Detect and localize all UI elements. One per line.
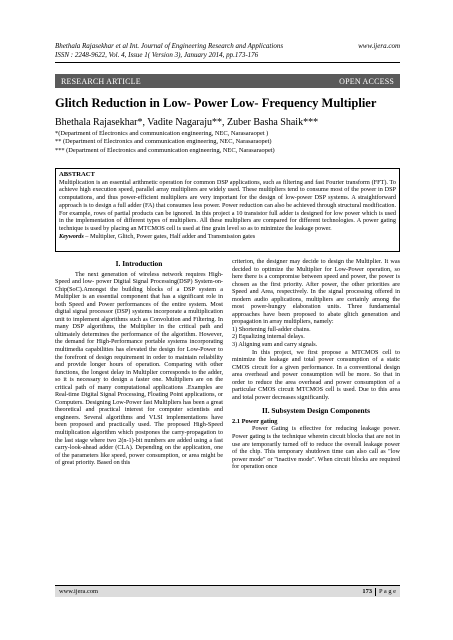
keywords-text: – Multiplier, Glitch, Power gates, Half adder and Transmission gates	[83, 232, 256, 240]
intro-continuation-paragraph: criterion, the designer may decide to design the Multiplier. It was decided to optimize the Multiplier for Low-Power operation, so here there is a compromise between speed and power, the power is chosen as the first priority. After power, the other priorities are Speed and Area, respectively. In the signal processing offered in modern audio applications, multipliers are certainly among the most power-hungry elaboration units. Three fundamental approaches have been proposed to abate glitch generation and propagation in array multipliers, namely:	[232, 258, 400, 326]
affiliations	[55, 130, 400, 155]
page-label: P a g e	[379, 588, 396, 595]
abstract-box	[55, 168, 400, 252]
right-column	[232, 258, 400, 580]
footer-website[interactable]: www.ijera.com	[59, 588, 98, 595]
abstract-heading: ABSTRACT	[59, 171, 95, 178]
section-heading-introduction: I. Introduction	[115, 259, 163, 268]
header-website[interactable]: www.ijera.com	[358, 42, 400, 50]
header-divider	[55, 62, 400, 63]
left-column	[55, 258, 223, 580]
affiliation-2: ** (Department of Electronics and communication engineering, NEC, Narasaraopet)	[55, 138, 272, 146]
open-access-label: OPEN ACCESS	[339, 76, 394, 86]
paper-title: Glitch Reduction in Low- Power Low- Frequency Multiplier	[55, 96, 377, 110]
section-heading-subsystem: II. Subsystem Design Components	[261, 406, 370, 416]
page-footer	[55, 586, 400, 597]
list-item: 1) Shortening full-adder chains.	[232, 325, 311, 333]
header-issn: ISSN : 2248-9622, Vol. 4, Issue 1( Version 3), January 2014, pp.173-176	[55, 51, 259, 59]
footer-page-number	[362, 588, 396, 596]
keywords-label: Keywords	[59, 232, 84, 240]
abstract-text: Multiplication is an essential arithmetic operation for common DSP applications, such as filtering and fast Fourier transform (FFT). To achieve high execution speed, parallel array multipliers are widely used. These multipliers tend to consume most of the power in DSP computations, and thus power-efficient multipliers are very important for the design of low-power DSP systems. A straightforward approach is to design a full adder (FA) that consumes less power. Power reduction can also be achieved through structural modification. For example, rows of partial products can be ignored. In this project a 10 transistor full adder is designed for low power which is used in the implementation of different types of multipliers. All these multipliers are compared for different technologies. A power gating technique is used by placing an MTCMOS cell is used at fine grain level so as to minimize the leakage power.	[59, 178, 396, 232]
list-item: 2) Equalizing internal delays.	[232, 333, 305, 341]
page-number: 173	[362, 588, 373, 595]
affiliation-3: *** (Department of Electronics and communication engineering, NEC, Narasaraopet)	[55, 146, 275, 154]
running-header	[55, 42, 400, 51]
mtcmos-paragraph: In this project, we first propose a MTCMOS cell to minimize the leakage and total power consumption of a static CMOS circuit for a given performance. In a conventional design area overhead and power consumption will be more. So that in order to reduce the area overhead and power consumption of a particular CMOS circuit MTCMOS cell is used. Due to this area and total power decreases significantly.	[232, 348, 400, 401]
list-item: 3) Aligning sum and carry signals.	[232, 341, 318, 349]
page-separator	[375, 588, 376, 596]
subsection-heading-power-gating: 2.1 Power gating	[232, 417, 278, 425]
header-citation: Bhethala Rajasekhar et al Int. Journal of Engineering Research and Applications	[55, 42, 284, 50]
introduction-paragraph: The next generation of wireless network requires High-Speed and low- power Digital Signal Processing(DSP) System-on-Chip(SoC).Amongst the building blocks of a DSP system a Multiplier is an essential component that has a significant role in both Speed and Power performances of the entire system. Most digital signal processor (DSP) systems incorporate a multiplication unit to implement algorithms such as Convolution and Filtering. In many DSP algorithms, the Multiplier in the critical path and ultimately determines the performance of the algorithm. However, the demand for High-Performance portable systems incorporating multimedia capabilities has elevated the design for Low-Power to the forefront of design requirement in order to maintain reliability and provide longer hours of operation. Comparing with other functions, the longest delay in Multiplier corresponds to the adder, so it is necessary to design a faster one. Multipliers are on the critical path of many computational applications .Examples are Real-time Digital Signal Processing, Floating Point applications, or Computers. Designing Low-Power fast Multipliers has been a great theoretical and practical interest for computer scientists and engineers. Several algorithms and VLSI implementations have been proposed and practically used. The proposed High-Speed multiplication algorithm which postpones the carry-propagation to the last stage where two 2(n-1)-bit numbers are added using a fast carry-look-ahead adder (CLA). Depending on the application, one of the parameters like speed, power consumption, or area might be of great priority. Based on this	[55, 270, 223, 467]
article-type-banner	[55, 74, 400, 88]
paper-authors: Bhethala Rajasekhar*, Vadite Nagaraju**, Zuber Basha Shaik***	[55, 117, 319, 128]
affiliation-1: *(Department of Electronics and communication engineering, NEC, Narasaraopet )	[55, 130, 269, 137]
keywords-line	[59, 233, 396, 241]
research-article-label: RESEARCH ARTICLE	[61, 76, 141, 86]
power-gating-paragraph: Power Gating is effective for reducing leakage power. Power gating is the technique wherein circuit blocks that are not in use are temporarily turned off to reduce the overall leakage power of the chip. This temporary shutdown time can also call as "low power mode" or "inactive mode". When circuit blocks are required for operation once	[232, 425, 400, 471]
